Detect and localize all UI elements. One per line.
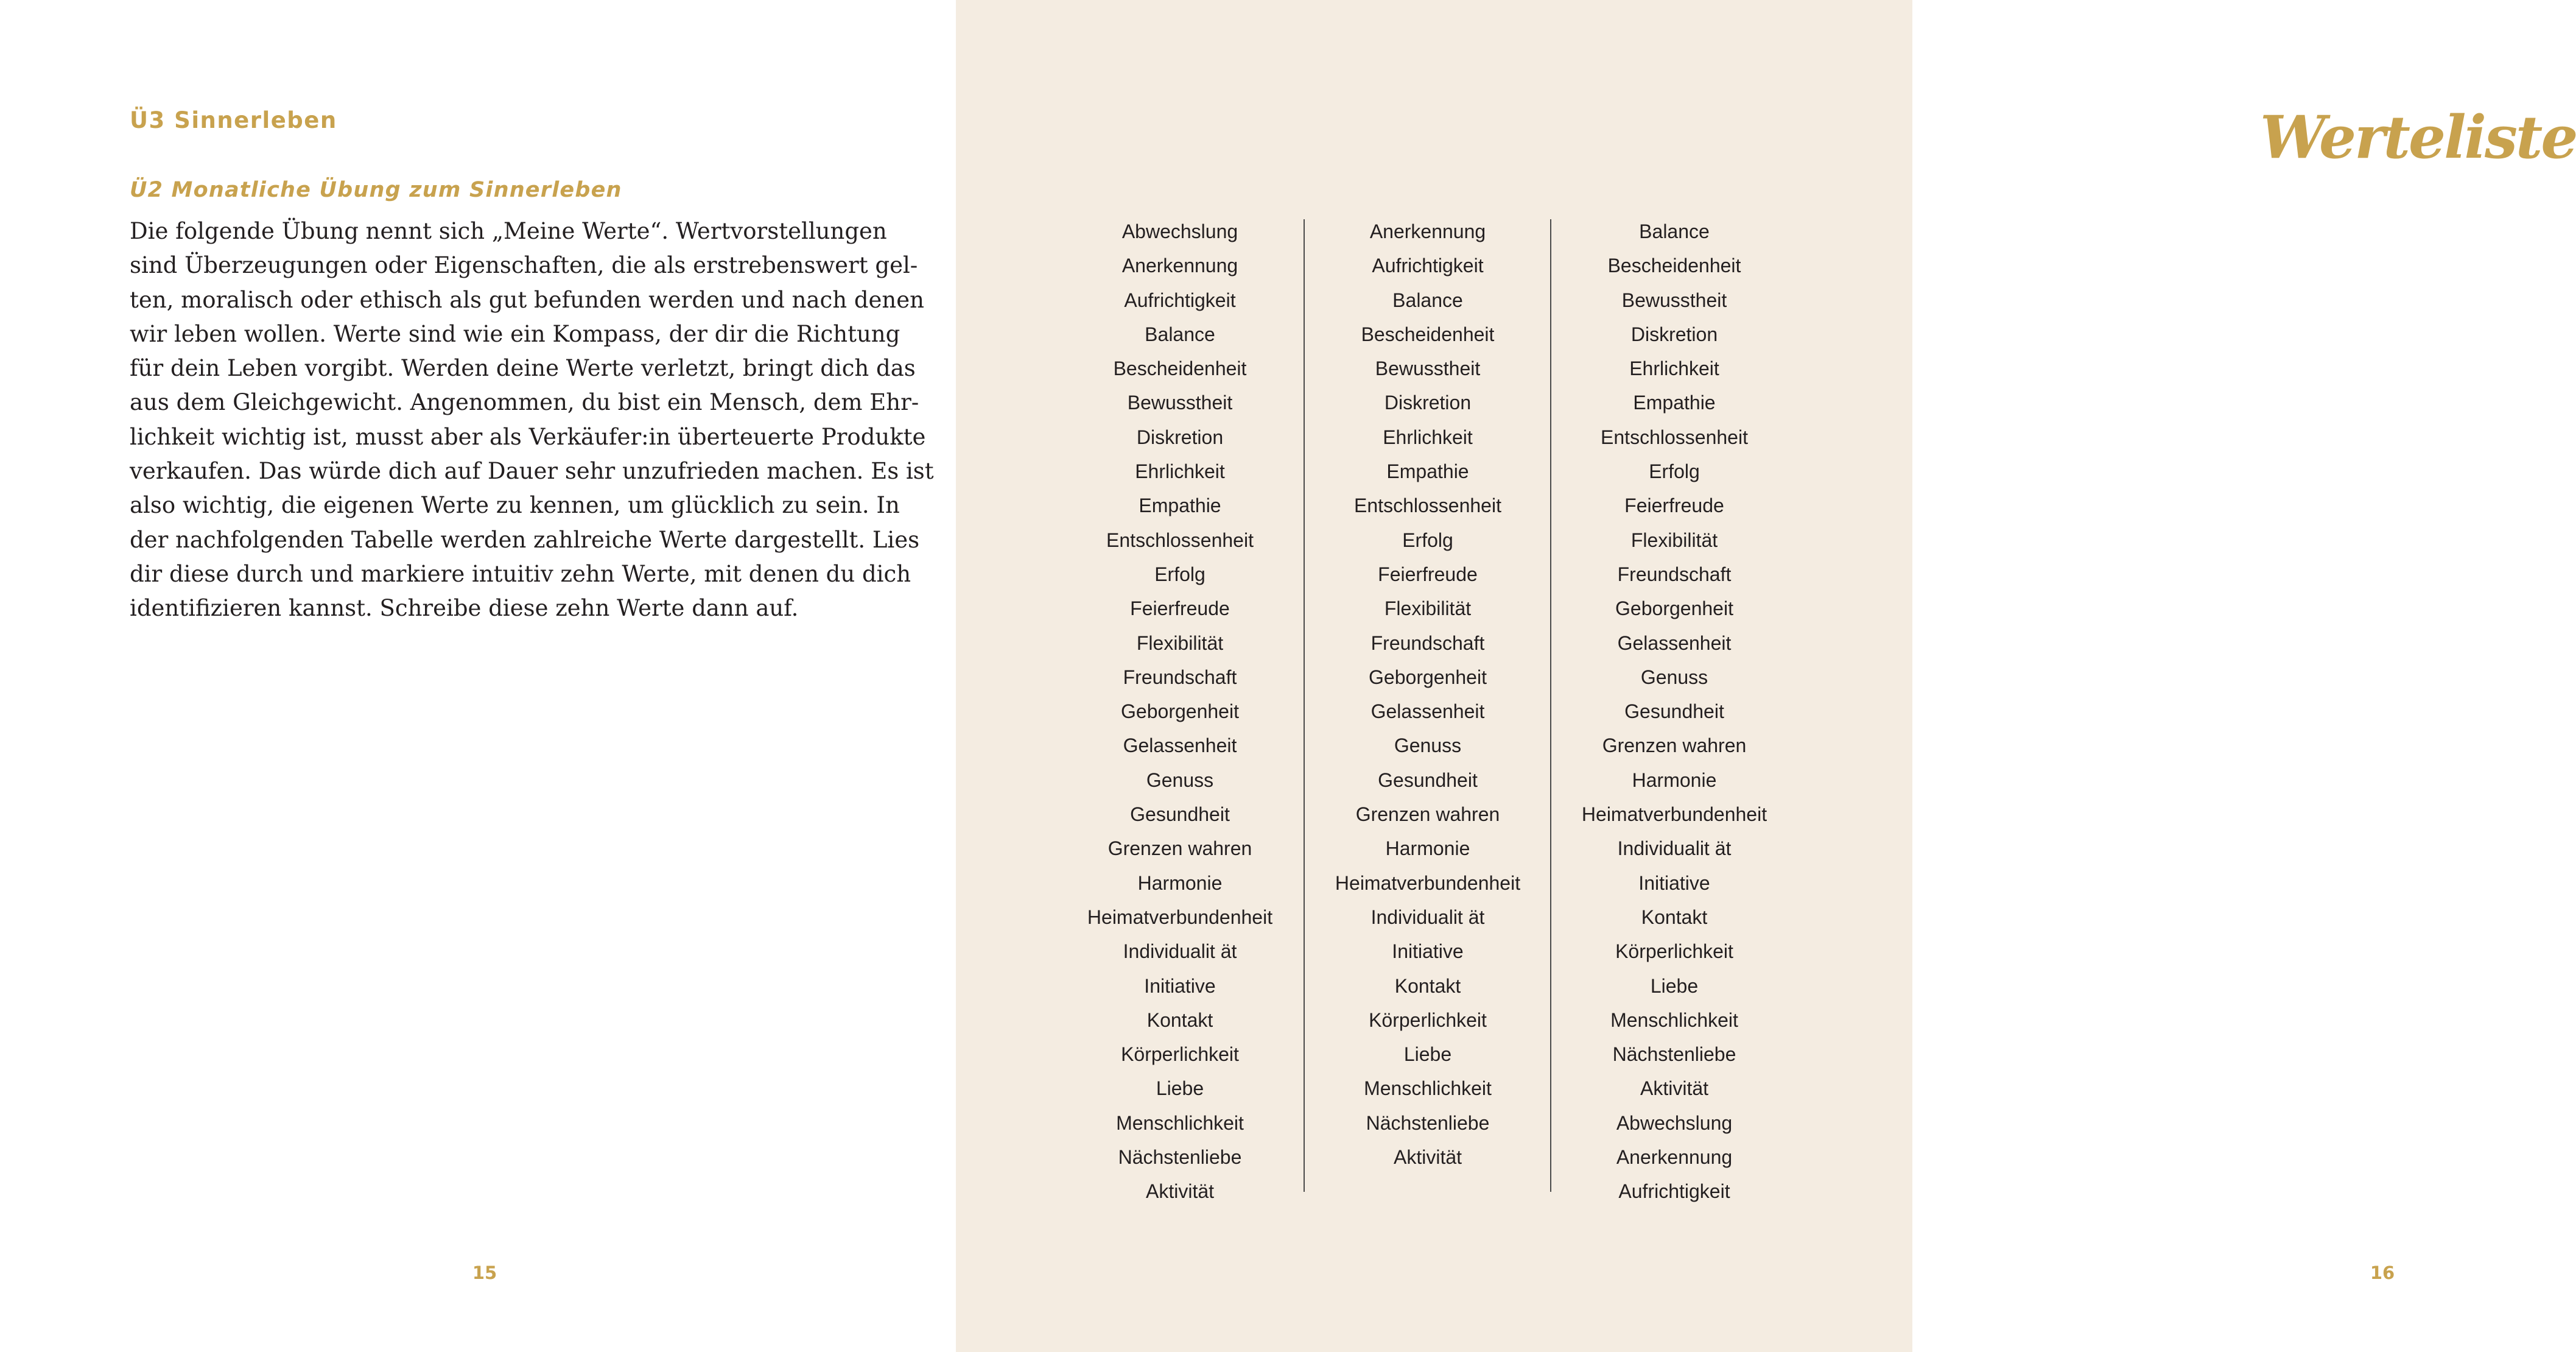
value-item: Geborgenheit [1121, 700, 1239, 723]
values-column-2 [1306, 214, 1549, 1174]
value-item: Bewusstheit [1621, 289, 1727, 311]
value-item: Gelassenheit [1123, 734, 1237, 757]
body-text-line: sind Überzeugungen oder Eigenschaften, die als erstrebenswert gel- [130, 252, 918, 279]
value-item: Balance [1145, 323, 1215, 345]
body-text-line: ten, moralisch oder ethisch als gut befunden werden und nach denen [130, 286, 924, 313]
exercise-subheading: Ü2 Monatliche Übung zum Sinnerleben [130, 178, 622, 202]
value-item: Diskretion [1136, 426, 1224, 448]
value-item: Genuss [1640, 666, 1708, 688]
value-item: Anerkennung [1369, 220, 1486, 242]
value-item: Anerkennung [1121, 255, 1238, 277]
value-item: Aufrichtigkeit [1618, 1180, 1730, 1203]
value-item: Menschlichkeit [1116, 1111, 1244, 1134]
value-item: Entschlossenheit [1106, 529, 1254, 551]
value-item: Diskretion [1630, 323, 1718, 345]
body-text-line: für dein Leben vorgibt. Werden deine Werte verletzt, bringt dich das [130, 355, 916, 382]
value-item: Individualit ät [1617, 837, 1732, 860]
value-item: Flexibilität [1630, 529, 1718, 551]
value-item: Empathie [1633, 392, 1716, 414]
value-item: Geborgenheit [1369, 666, 1487, 688]
section-heading: Ü3 Sinnerleben [130, 107, 337, 133]
value-item: Genuss [1146, 769, 1214, 791]
value-item: Geborgenheit [1615, 597, 1733, 620]
value-item: Liebe [1650, 974, 1699, 997]
body-text-line: aus dem Gleichgewicht. Angenommen, du bist ein Mensch, dem Ehr- [130, 389, 919, 416]
body-text-line: identifizieren kannst. Schreibe diese zehn Werte dann auf. [130, 595, 799, 622]
values-list-title: Werteliste [2260, 103, 2576, 172]
column-divider [1304, 219, 1305, 1192]
value-item: Initiative [1144, 974, 1216, 997]
value-item: Empathie [1139, 495, 1221, 517]
values-column-1 [1058, 214, 1302, 1209]
value-item: Freundschaft [1617, 563, 1732, 585]
value-item: Kontakt [1394, 974, 1461, 997]
left-page [0, 0, 956, 1352]
body-text-line: Die folgende Übung nennt sich „Meine Werte“. Wertvorstellungen [130, 218, 887, 244]
value-item: Körperlichkeit [1615, 940, 1733, 963]
value-item: Aktivität [1145, 1180, 1215, 1203]
value-item: Erfolg [1402, 529, 1453, 551]
value-item: Balance [1392, 289, 1463, 311]
value-item: Grenzen wahren [1355, 803, 1500, 826]
value-item: Gelassenheit [1370, 700, 1485, 723]
value-item: Abwechslung [1121, 220, 1238, 242]
value-item: Grenzen wahren [1107, 837, 1252, 860]
value-item: Harmonie [1385, 837, 1470, 860]
value-item: Entschlossenheit [1354, 495, 1501, 517]
value-item: Balance [1639, 220, 1710, 242]
value-item: Ehrlichkeit [1629, 357, 1719, 380]
value-item: Feierfreude [1378, 563, 1478, 585]
value-item: Anerkennung [1616, 1146, 1733, 1169]
value-item: Abwechslung [1616, 1111, 1733, 1134]
value-item: Freundschaft [1370, 632, 1485, 654]
exercise-body-text [130, 214, 934, 626]
value-item: Erfolg [1154, 563, 1206, 585]
value-item: Freundschaft [1123, 666, 1237, 688]
value-item: Feierfreude [1624, 495, 1724, 517]
value-item: Empathie [1386, 460, 1469, 483]
value-item: Heimatverbundenheit [1087, 906, 1273, 928]
value-item: Genuss [1394, 734, 1462, 757]
values-column-3 [1553, 214, 1796, 1209]
value-item: Gesundheit [1130, 803, 1230, 826]
value-item: Feierfreude [1130, 597, 1230, 620]
value-item: Flexibilität [1136, 632, 1224, 654]
value-item: Flexibilität [1384, 597, 1472, 620]
value-item: Nächstenliebe [1118, 1146, 1242, 1169]
value-item: Aktivität [1640, 1077, 1709, 1100]
body-text-line: dir diese durch und markiere intuitiv zehn Werte, mit denen du dich [130, 560, 911, 587]
value-item: Erfolg [1649, 460, 1700, 483]
value-item: Kontakt [1641, 906, 1708, 928]
value-item: Aktivität [1393, 1146, 1462, 1169]
value-item: Menschlichkeit [1610, 1009, 1738, 1031]
value-item: Nächstenliebe [1366, 1111, 1490, 1134]
value-item: Individualit ät [1370, 906, 1485, 928]
value-item: Initiative [1638, 871, 1710, 894]
value-item: Gelassenheit [1617, 632, 1732, 654]
value-item: Gesundheit [1378, 769, 1478, 791]
value-item: Körperlichkeit [1121, 1043, 1239, 1066]
column-divider [1550, 219, 1551, 1192]
value-item: Menschlichkeit [1364, 1077, 1492, 1100]
value-item: Körperlichkeit [1369, 1009, 1487, 1031]
value-item: Entschlossenheit [1601, 426, 1748, 448]
value-item: Initiative [1392, 940, 1464, 963]
page-number-right: 16 [2370, 1262, 2395, 1283]
value-item: Nächstenliebe [1612, 1043, 1736, 1066]
body-text-line: wir leben wollen. Werte sind wie ein Kompass, der dir die Richtung [130, 320, 900, 347]
body-text-line: also wichtig, die eigenen Werte zu kennen, um glücklich zu sein. In [130, 492, 900, 519]
value-item: Bescheidenheit [1361, 323, 1495, 345]
body-text-line: der nachfolgenden Tabelle werden zahlreiche Werte dargestellt. Lies [130, 526, 920, 553]
value-item: Diskretion [1384, 392, 1472, 414]
page-number-left: 15 [472, 1262, 497, 1283]
value-item: Ehrlichkeit [1383, 426, 1473, 448]
value-item: Heimatverbundenheit [1581, 803, 1767, 826]
body-text-line: lichkeit wichtig ist, musst aber als Verkäufer:in überteuerte Produkte [130, 423, 926, 450]
value-item: Ehrlichkeit [1135, 460, 1225, 483]
value-item: Bescheidenheit [1113, 357, 1247, 380]
value-item: Aufrichtigkeit [1372, 255, 1484, 277]
value-item: Heimatverbundenheit [1335, 871, 1521, 894]
value-item: Harmonie [1137, 871, 1223, 894]
value-item: Liebe [1403, 1043, 1452, 1066]
body-text-line: verkaufen. Das würde dich auf Dauer sehr unzufrieden machen. Es ist [130, 458, 934, 485]
value-item: Kontakt [1146, 1009, 1213, 1031]
value-item: Bescheidenheit [1607, 255, 1741, 277]
value-item: Gesundheit [1624, 700, 1724, 723]
value-item: Aufrichtigkeit [1124, 289, 1236, 311]
value-item: Liebe [1156, 1077, 1204, 1100]
value-item: Individualit ät [1123, 940, 1237, 963]
value-item: Bewusstheit [1127, 392, 1233, 414]
value-item: Harmonie [1632, 769, 1717, 791]
value-item: Bewusstheit [1375, 357, 1481, 380]
value-item: Grenzen wahren [1602, 734, 1747, 757]
